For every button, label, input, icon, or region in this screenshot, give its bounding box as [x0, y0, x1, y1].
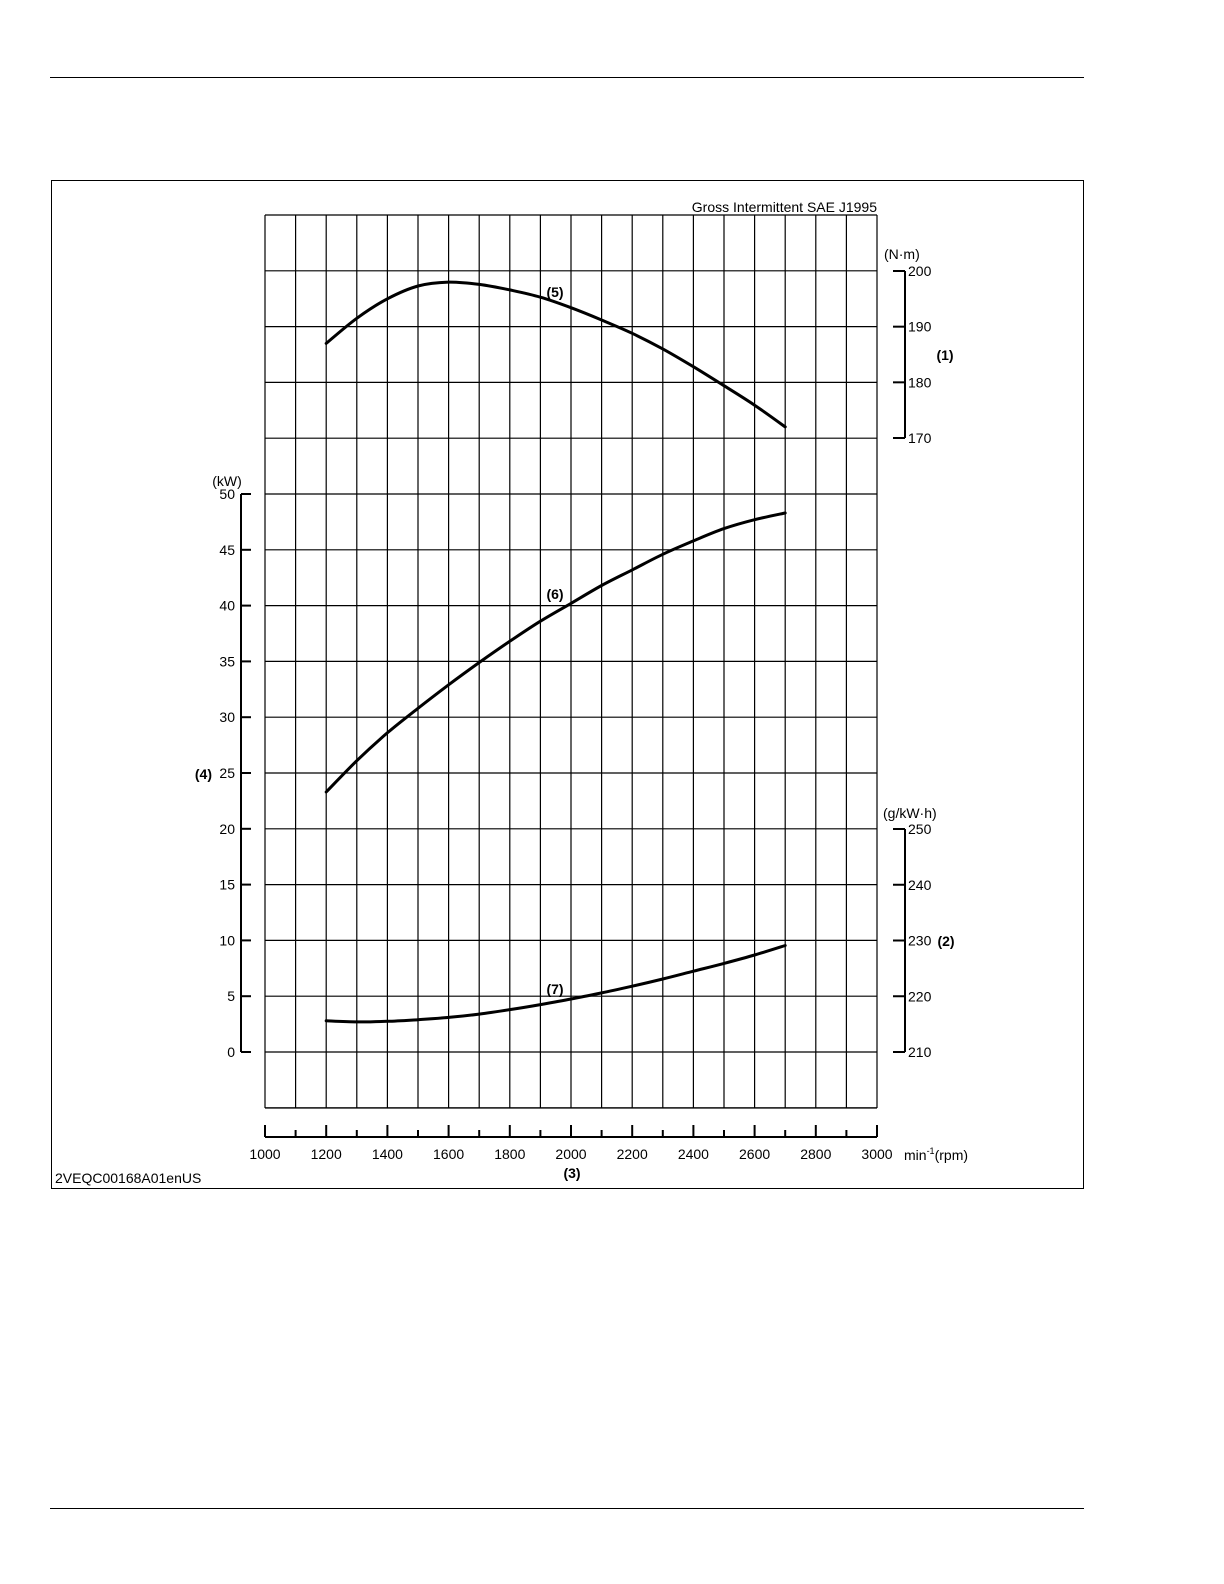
- x-tick-label: 2800: [800, 1146, 832, 1162]
- x-tick-label: 2400: [677, 1146, 709, 1162]
- series-curve-power: [326, 513, 785, 792]
- fuel-axis-label: (2): [937, 933, 955, 949]
- fuel-axis-unit: (g/kW·h): [883, 805, 937, 821]
- power-axis-label: (4): [194, 766, 212, 782]
- labels: [55, 199, 968, 1186]
- fuel-tick-label: 250: [908, 821, 932, 837]
- bottom-rule: [50, 1508, 1084, 1509]
- series-curve-torque: [326, 282, 785, 427]
- torque-tick-label: 200: [908, 263, 932, 279]
- series-label-torque: (5): [546, 284, 564, 300]
- power-tick-label: 45: [219, 541, 235, 558]
- power-tick-label: 35: [219, 653, 235, 670]
- x-axis-label: (3): [563, 1165, 581, 1181]
- chart-title: Gross Intermittent SAE J1995: [691, 199, 877, 215]
- figure-id: 2VEQC00168A01enUS: [55, 1170, 202, 1186]
- x-tick-label: 1800: [494, 1146, 526, 1162]
- power-tick-label: 10: [219, 932, 235, 949]
- power-tick-label: 30: [219, 709, 235, 726]
- x-tick-label: 3000: [861, 1146, 893, 1162]
- power-axis-unit: (kW): [212, 473, 242, 489]
- x-tick-label: 1000: [249, 1146, 281, 1162]
- power-tick-label: 40: [219, 597, 235, 614]
- fuel-tick-label: 240: [908, 876, 932, 893]
- series-label-fuel: (7): [546, 981, 564, 997]
- x-axis-unit-base: min: [904, 1147, 927, 1163]
- power-tick-label: 15: [219, 876, 235, 893]
- fuel-tick-label: 230: [908, 932, 932, 949]
- torque-tick-label: 190: [908, 318, 932, 335]
- torque-tick-label: 170: [908, 430, 932, 446]
- x-tick-label: 1600: [433, 1146, 465, 1162]
- x-axis-unit: [904, 1146, 968, 1163]
- x-axis-unit-sup: -1: [926, 1146, 935, 1156]
- torque-tick-label: 180: [908, 374, 932, 391]
- power-tick-label: 20: [219, 820, 235, 837]
- x-tick-label: 1200: [310, 1146, 342, 1162]
- fuel-tick-label: 210: [908, 1044, 932, 1060]
- torque-axis-label: (1): [936, 347, 954, 363]
- power-tick-label: 50: [219, 486, 235, 502]
- grid: [265, 215, 877, 1108]
- power-tick-label: 0: [227, 1044, 235, 1060]
- power-tick-label: 5: [227, 988, 235, 1005]
- x-tick-label: 1400: [371, 1146, 403, 1162]
- x-tick-label: 2000: [555, 1146, 587, 1162]
- x-tick-label: 2200: [616, 1146, 648, 1162]
- power-tick-label: 25: [219, 765, 235, 781]
- x-tick-label: 2600: [739, 1146, 771, 1162]
- x-axis-unit-tail: (rpm): [934, 1147, 969, 1163]
- torque-axis-unit: (N·m): [884, 246, 920, 262]
- curves: [326, 282, 785, 1022]
- fuel-tick-label: 220: [908, 988, 932, 1005]
- series-label-power: (6): [546, 586, 564, 602]
